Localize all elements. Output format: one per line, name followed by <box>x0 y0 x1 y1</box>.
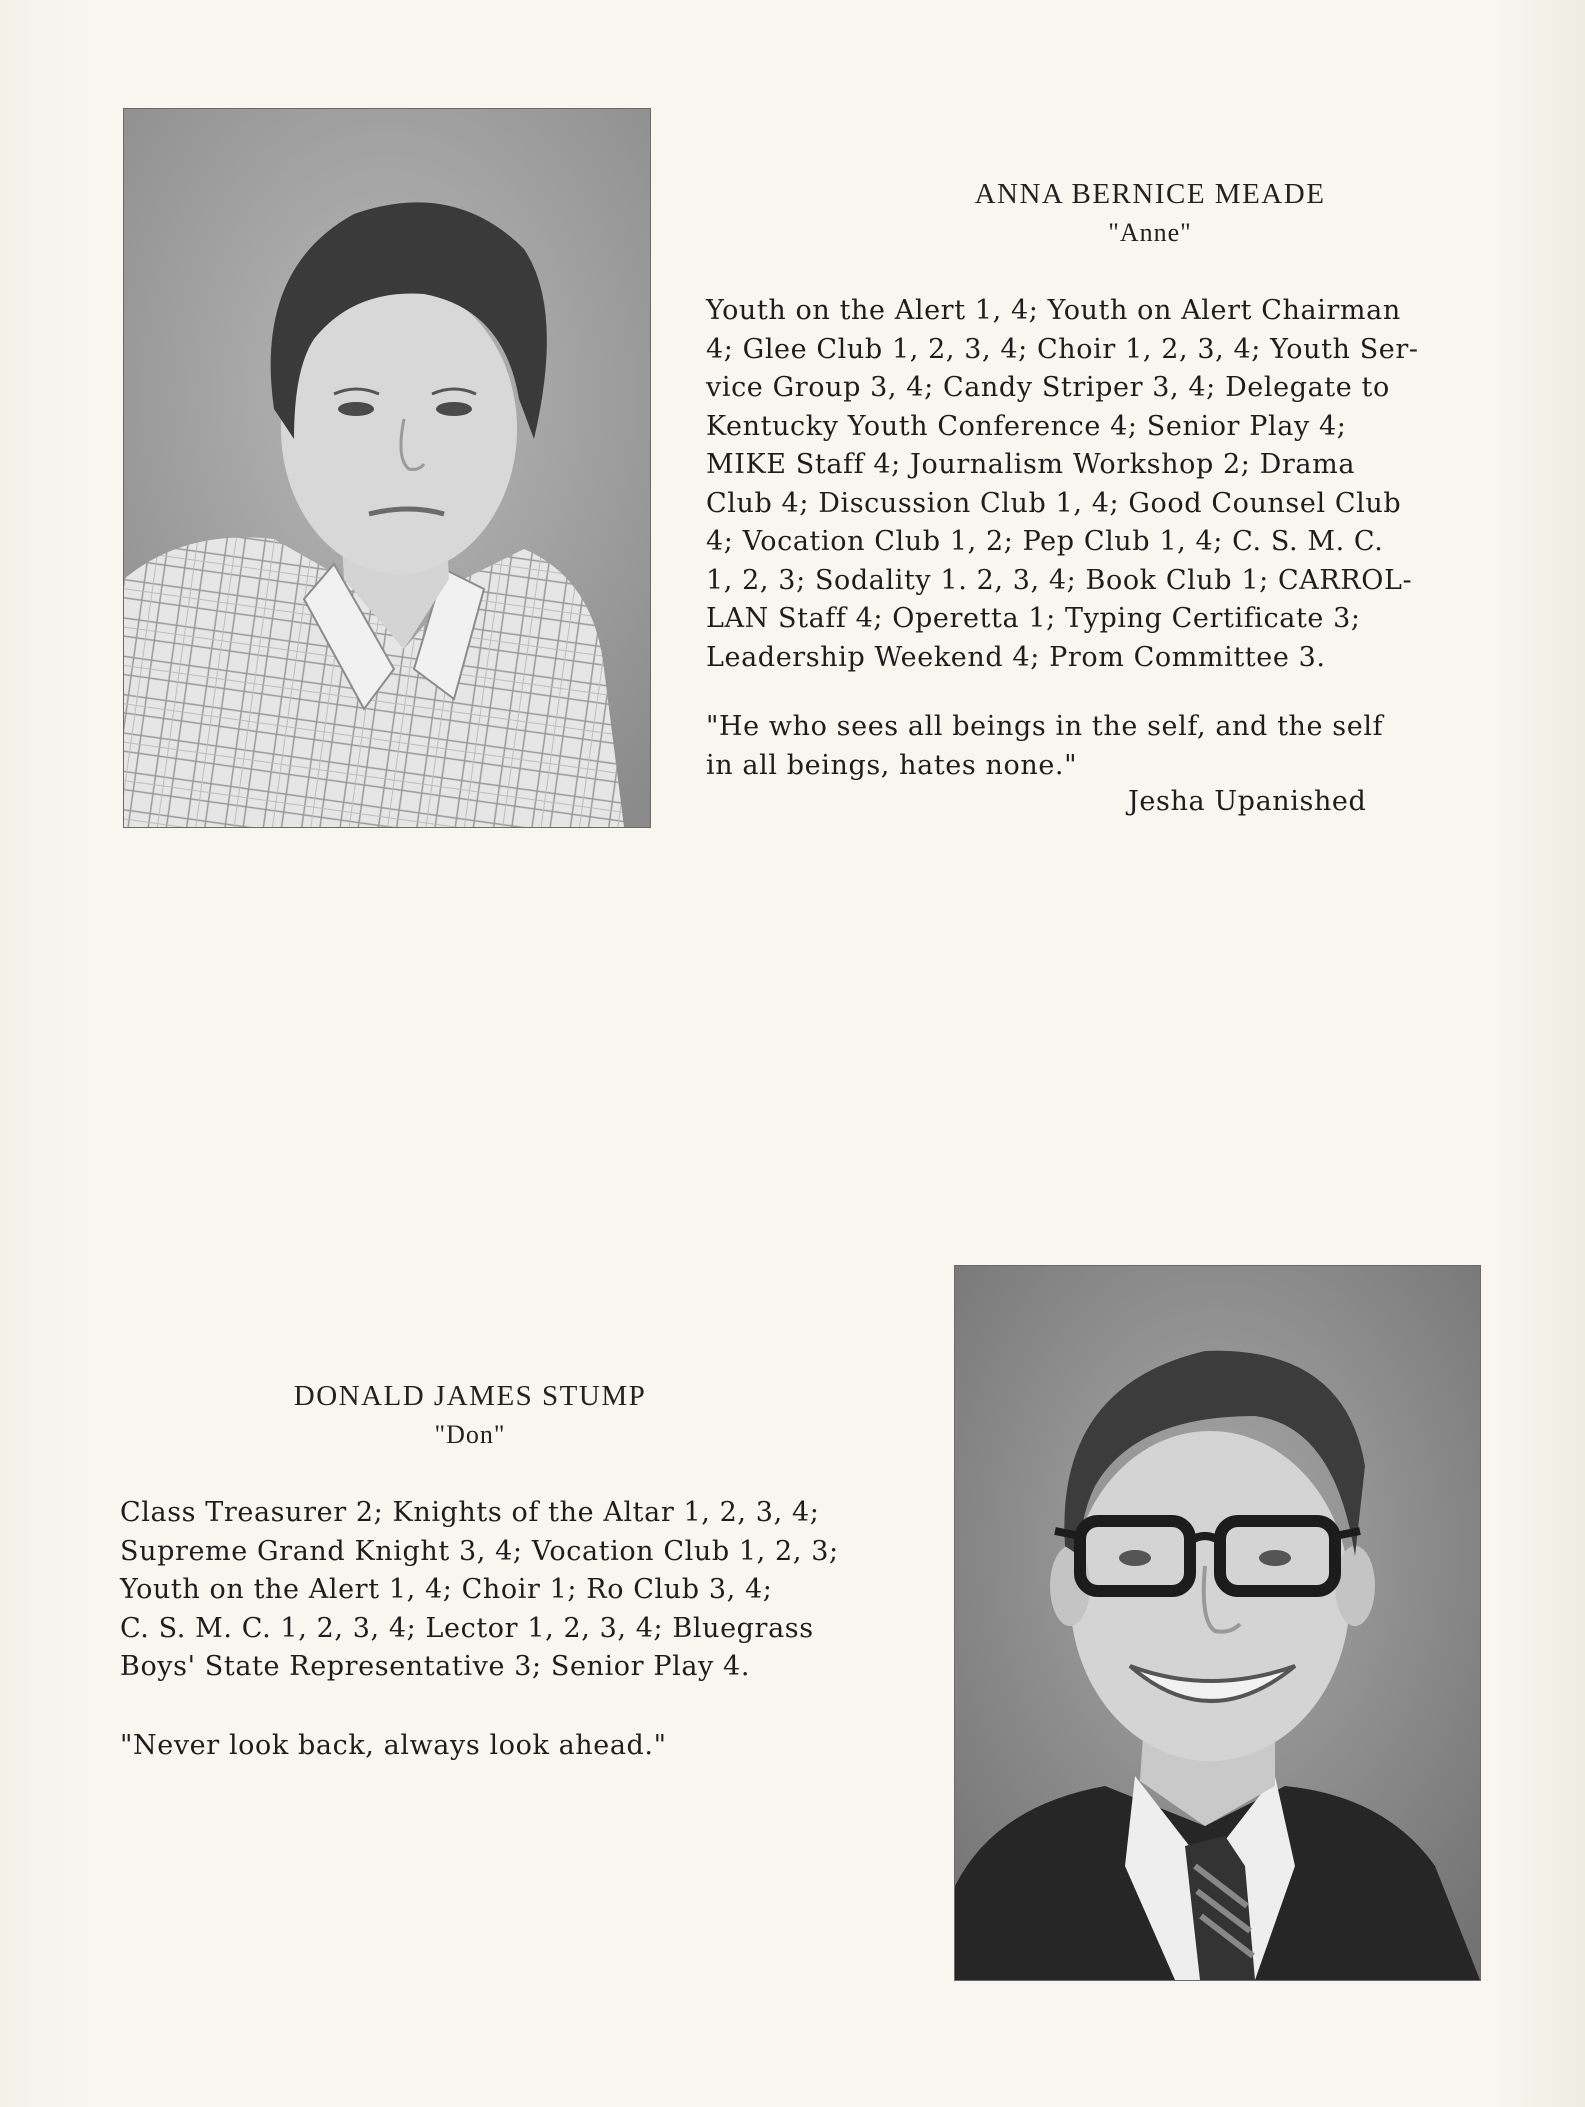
activities-line: 4; Glee Club 1, 2, 3, 4; Choir 1, 2, 3, 4; Youth Ser- <box>706 333 1419 365</box>
activities-line: Leadership Weekend 4; Prom Committee 3. <box>706 641 1326 673</box>
activities-line: LAN Staff 4; Operetta 1; Typing Certificate 3; <box>706 603 1361 634</box>
senior-quote <box>120 1726 667 1765</box>
portrait-photo-boy-icon <box>955 1266 1480 1980</box>
senior-photo-anna-meade <box>123 108 651 828</box>
senior-quote <box>706 707 1383 785</box>
activities-line: Youth on the Alert 1, 4; Youth on Alert Chairman <box>706 295 1401 326</box>
senior-nickname: "Anne" <box>1108 218 1192 247</box>
quote-author: Jesha Upanished <box>1128 786 1367 817</box>
activities-line: 1, 2, 3; Sodality 1. 2, 3, 4; Book Club 1; CARROL- <box>706 564 1413 596</box>
portrait-photo-girl-icon <box>124 109 650 827</box>
senior-nickname: "Don" <box>434 1420 506 1449</box>
activities-line: vice Group 3, 4; Candy Striper 3, 4; Delegate to <box>706 372 1390 403</box>
activities-line: Boys' State Representative 3; Senior Play 4. <box>120 1651 751 1682</box>
senior-name: ANNA BERNICE MEADE <box>974 178 1326 210</box>
quote-line: "He who sees all beings in the self, and the self <box>706 711 1384 742</box>
activities-line: Club 4; Discussion Club 1, 4; Good Counsel Club <box>706 487 1402 519</box>
activities-line: MIKE Staff 4; Journalism Workshop 2; Drama <box>706 449 1356 480</box>
senior-photo-donald-stump <box>954 1265 1481 1981</box>
quote-line: in all beings, hates none." <box>706 750 1078 781</box>
activities-line: Supreme Grand Knight 3, 4; Vocation Club 1, 2, 3; <box>120 1535 839 1567</box>
senior-activities <box>120 1494 839 1687</box>
activities-line: 4; Vocation Club 1, 2; Pep Club 1, 4; C. S. M. C. <box>706 526 1384 557</box>
senior-name: DONALD JAMES STUMP <box>293 1380 647 1412</box>
senior-activities <box>706 292 1419 677</box>
activities-line: Youth on the Alert 1, 4; Choir 1; Ro Club 3, 4; <box>120 1574 773 1605</box>
activities-line: Kentucky Youth Conference 4; Senior Play 4; <box>706 410 1347 442</box>
activities-line: Class Treasurer 2; Knights of the Altar 1, 2, 3, 4; <box>120 1497 820 1528</box>
activities-line: C. S. M. C. 1, 2, 3, 4; Lector 1, 2, 3, 4; Bluegrass <box>120 1612 814 1644</box>
quote-line: "Never look back, always look ahead." <box>120 1730 667 1761</box>
